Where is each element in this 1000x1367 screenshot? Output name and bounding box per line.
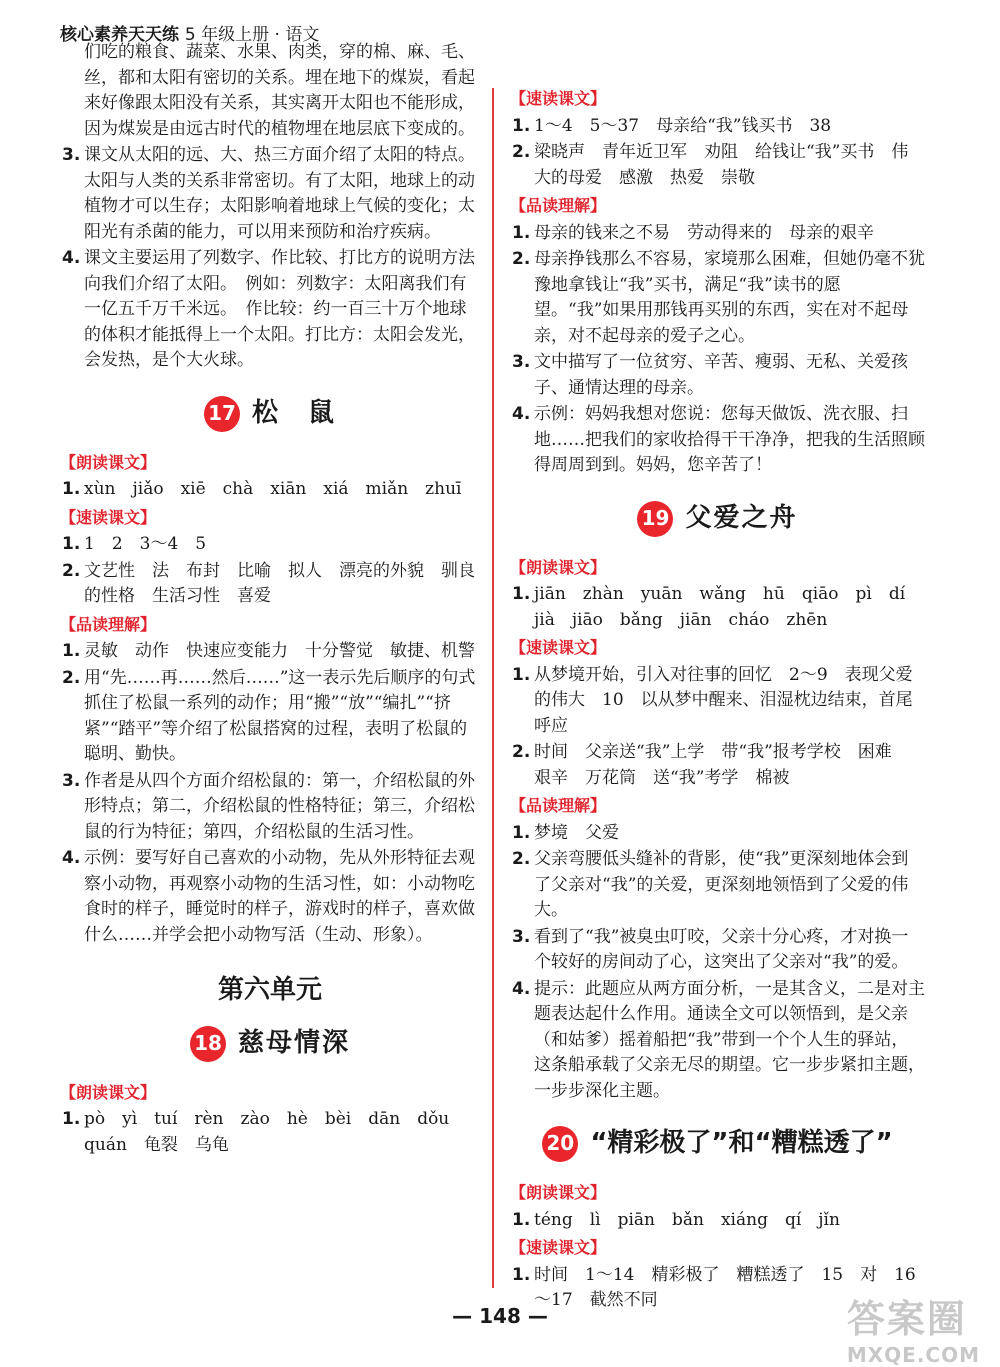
answer-item: 1. jiān zhàn yuān wǎng hū qiāo pì dí jià jiāo bǎng jiān cháo zhēn [512, 584, 923, 630]
column-divider [492, 88, 494, 1288]
answer-item: 1. téng lì piān bǎn xiáng qí jǐn [512, 1209, 840, 1230]
section-tag: 【朗读课文】 [60, 452, 157, 472]
answer-item: 1. 梦境 父爱 [512, 822, 619, 843]
answer-item: 4. 示例：妈妈我想对您说：您每天做饭、洗衣服、扫地……把我们的家收拾得干干净净，把我的生活照顾得周周到到。妈妈，您辛苦了！ [512, 404, 925, 475]
lesson-number-badge: 19 [637, 501, 673, 537]
section-tag: 【速读课文】 [510, 1238, 607, 1257]
section-tag: 【朗读课文】 [510, 557, 607, 577]
book-title: 核心素养天天练 [60, 25, 179, 45]
lesson-title: 慈母情深 [237, 1027, 350, 1058]
answer-item: 3. 文中描写了一位贫穷、辛苦、瘦弱、无私、关爱孩子、通情达理的母亲。 [512, 352, 908, 398]
answer-item: 3. 课文从太阳的远、大、热三方面介绍了太阳的特点。太阳与人类的关系非常密切。有了太阳，地球上的动植物才可以生存；太阳影响着地球上气候的变化；太阳光有杀菌的能力，可以用来预防和治疗疾病。 [62, 145, 475, 242]
lesson-heading-20 [510, 1126, 925, 1162]
answer-item: 1. pò yì tuí rèn zào hè bèi dān dǒu quán 龟裂 乌龟 [62, 1109, 467, 1155]
lesson-title: 父爱之舟 [685, 502, 798, 533]
answer-item: 1. xùn jiǎo xiē chà xiān xiá miǎn zhuī [62, 479, 462, 499]
unit-heading: 第六单元 [217, 975, 322, 1005]
answer-item: 1. 母亲的钱来之不易 劳动得来的 母亲的艰辛 [512, 222, 874, 243]
answer-item: 4. 课文主要运用了列数字、作比较、打比方的说明方法向我们介绍了太阳。 例如：列数字：太阳离我们有一亿五千万千米远。 作比较：约一百三十万个地球的体积才能抵得上一个太阳。打比方：太阳会发光，会发热，是个大火球。 [62, 248, 475, 370]
lesson-title: “精彩极了”和“糟糕透了” [590, 1128, 893, 1159]
section-tag: 【速读课文】 [510, 89, 607, 108]
lesson-heading-17 [60, 396, 480, 432]
answer-item: 2. 文艺性 法 布封 比喻 拟人 漂亮的外貌 驯良的性格 生活习性 喜爱 [62, 560, 475, 606]
answer-item: 4. 提示：此题应从两方面分析，一是其含义，二是对主题表达起什么作用。通读全文可以领悟到，是父亲（和姑爹）摇着船把“我”带到一个个人生的驿站，这条船承载了父亲无尽的期望。它一步步紧扣主题，一步步深化主题。 [512, 978, 925, 1101]
section-tag: 【朗读课文】 [510, 1183, 607, 1202]
answer-item: 2. 母亲挣钱那么不容易，家境那么困难，但她仍毫不犹豫地拿钱让“我”买书，满足“我”读书的愿望。“我”如果用那钱再买别的东西，实在对不起母亲，对不起母亲的爱子之心。 [512, 249, 925, 346]
lesson-title: 松 鼠 [251, 397, 336, 428]
answer-item: 2. 梁晓声 青年近卫军 劝阻 给钱让“我”买书 伟大的母爱 感激 热爱 崇敬 [512, 142, 909, 188]
lesson-number-badge: 17 [204, 396, 240, 432]
page-number: — 148 — [452, 1304, 548, 1328]
answer-item: 3. 看到了“我”被臭虫叮咬，父亲十分心疼，才对换一个较好的房间动了心，这突出了父亲对“我”的爱。 [512, 926, 909, 972]
section-tag: 【品读理解】 [60, 614, 157, 634]
answer-item: 1. 从梦境开始，引入对往事的回忆 2～9 表现父爱的伟大 10 以从梦中醒来、泪湿枕边结束，首尾呼应 [512, 664, 913, 736]
lesson-number-badge: 20 [542, 1126, 578, 1162]
watermark-text: 答案圈 [846, 1297, 967, 1341]
lesson-heading-19 [510, 501, 925, 537]
answer-item: 3. 作者是从四个方面介绍松鼠的：第一，介绍松鼠的外形特点；第二，介绍松鼠的性格特征；第三，介绍松鼠的行为特征；第四，介绍松鼠的生活习性。 [62, 770, 475, 842]
answer-item: 2. 用“先……再……然后……”这一表示先后顺序的句式抓住了松鼠一系列的动作；用“搬”“放”“编扎”“挤紧”“踏平”等介绍了松鼠搭窝的过程，表明了松鼠的聪明、勤快。 [62, 667, 476, 764]
watermark-logo [847, 1288, 980, 1367]
section-tag: 【品读理解】 [510, 196, 607, 215]
answer-item: 2. 父亲弯腰低头缝补的背影，使“我”更深刻地体会到了父亲对“我”的关爱，更深刻地领悟到了父爱的伟大。 [512, 849, 909, 920]
lesson-heading-18 [60, 1026, 480, 1062]
continued-paragraph: 们吃的粮食、蔬菜、水果、肉类，穿的棉、麻、毛、丝，都和太阳有密切的关系。埋在地下的煤炭，看起来好像跟太阳没有关系，其实离开太阳也不能形成，因为煤炭是由远古时代的植物埋在地层底下变成的。 [84, 42, 475, 139]
section-tag: 【速读课文】 [510, 638, 607, 657]
right-column [510, 40, 925, 1315]
answer-item: 1. 1 2 3～4 5 [62, 534, 207, 554]
answer-item: 2. 时间 父亲送“我”上学 带“我”报考学校 困难 艰辛 万花筒 送“我”考学 棉被 [512, 742, 909, 788]
left-column [60, 40, 480, 1159]
section-tag: 【速读课文】 [60, 507, 157, 527]
lesson-number-badge: 18 [190, 1026, 226, 1062]
answer-item: 1. 灵敏 动作 快速应变能力 十分警觉 敏捷、机警 [62, 641, 475, 661]
answer-item: 1. 1～4 5～37 母亲给“我”钱买书 38 [512, 115, 832, 136]
section-tag: 【品读理解】 [510, 796, 607, 815]
watermark-url: MXQE.COM [846, 1343, 980, 1367]
answer-item: 4. 示例：要写好自己喜欢的小动物，先从外形特征去观察小动物，再观察小动物的生活习性，如：小动物吃食时的样子，睡觉时的样子，游戏时的样子，喜欢做什么……并学会把小动物写活（生动、形象）。 [62, 848, 475, 945]
answer-item: 1. 时间 1～14 精彩极了 糟糕透了 15 对 16～17 截然不同 [512, 1264, 916, 1310]
section-tag: 【朗读课文】 [60, 1082, 157, 1102]
book-subtitle: 5 年级上册 · 语文 [184, 25, 320, 45]
